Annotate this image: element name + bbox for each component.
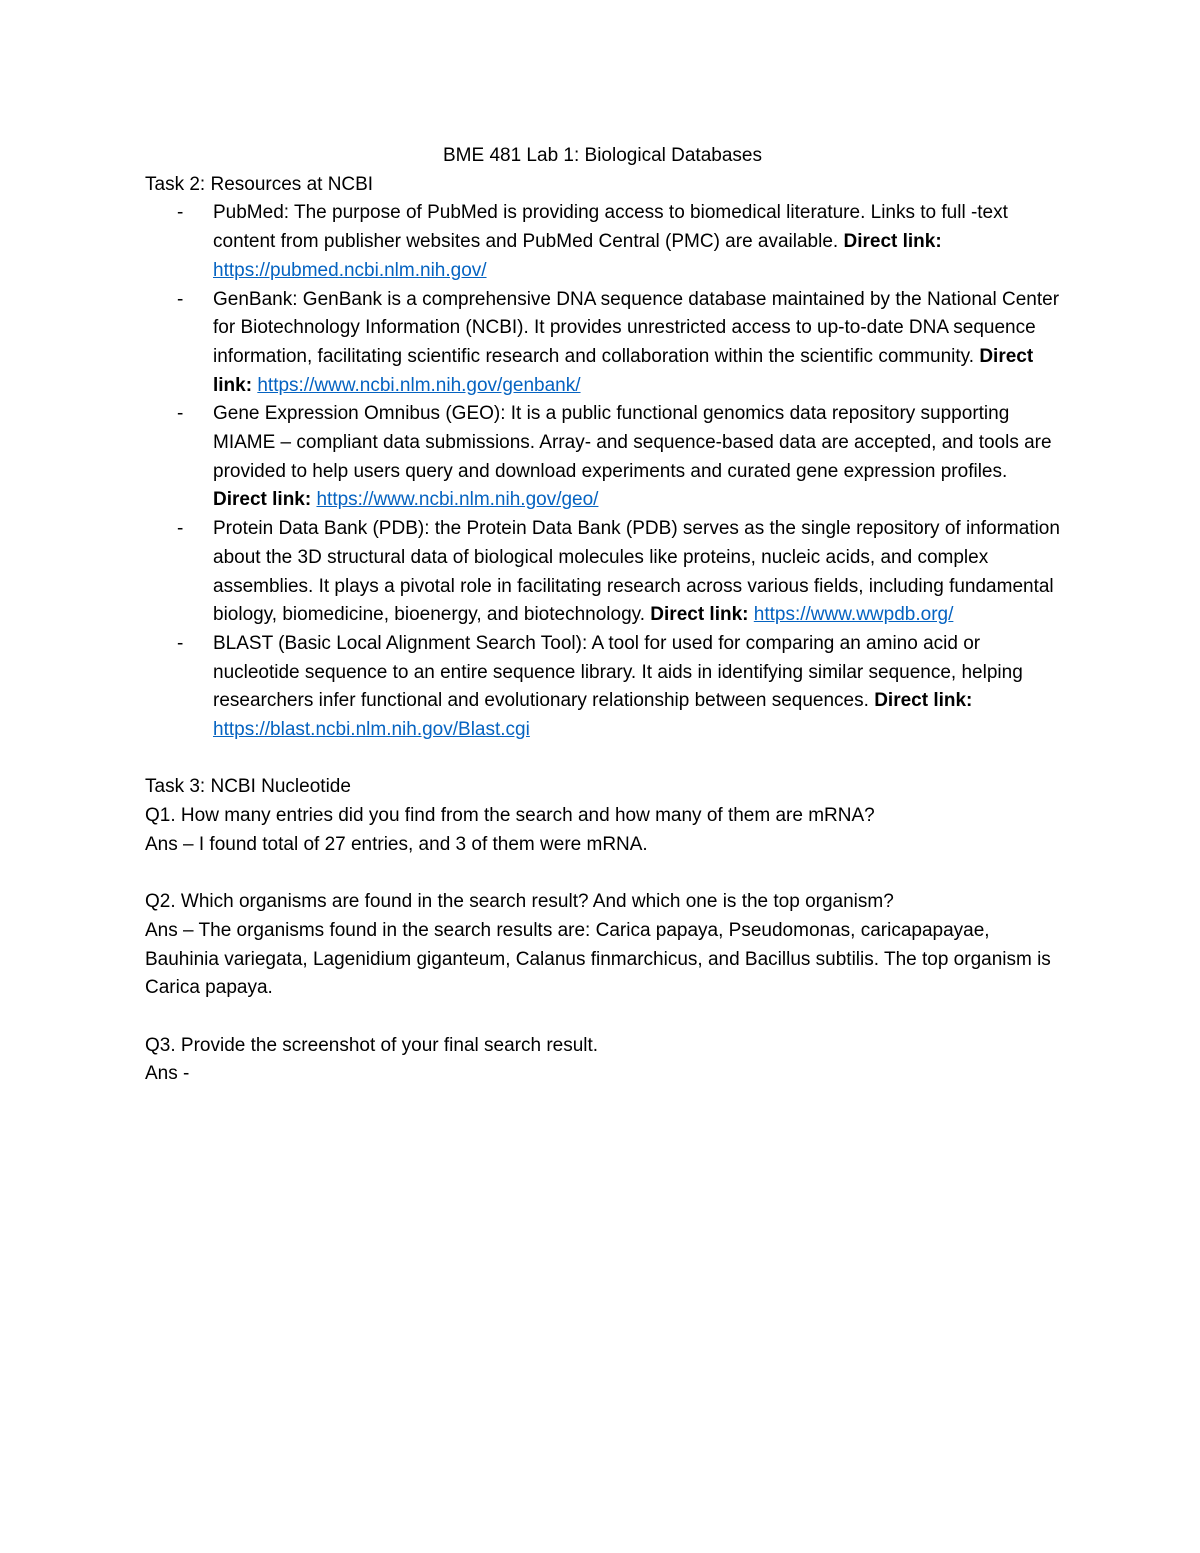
item-label: BLAST (Basic Local Alignment Search Tool): [213, 632, 582, 654]
resource-list: [145, 199, 1060, 744]
item-text: : GenBank is a comprehensive DNA sequence database maintained by the National Center for Biotechnology Information (NCBI). It provides unrestricted access to up-to-date DNA sequence information, facilitating scientific research and collaboration within the scientific community.: [213, 288, 1060, 367]
item-label: Gene Expression Omnibus (GEO): [213, 403, 501, 425]
blast-link[interactable]: https://blast.ncbi.nlm.nih.gov/Blast.cgi: [213, 719, 530, 741]
list-item: [145, 515, 1060, 630]
document-body: [145, 142, 1060, 1089]
pdb-link[interactable]: https://www.wwpdb.org/: [753, 604, 954, 626]
direct-link-label: Direct link:: [213, 489, 312, 511]
bullet-dash: -: [177, 403, 184, 425]
bullet-dash: -: [177, 518, 184, 540]
item-text: : A tool for used for comparing an amino acid or nucleotide sequence to an entire sequence library. It aids in identifying similar sequence, helping researchers infer functional and evolutionary relationship between sequences.: [213, 632, 1023, 712]
spacer: [145, 745, 1060, 774]
item-text: : It is a public functional genomics data repository supporting MIAME – compliant data submissions. Array- and sequence-based data are accepted, and tools are provided to help users query and download experiments and curated gene expression profiles.: [213, 403, 1052, 482]
list-item: [145, 286, 1060, 401]
question-2: Q2. Which organisms are found in the search result? And which one is the top organism?: [145, 891, 894, 913]
list-item: [145, 630, 1060, 745]
geo-link[interactable]: https://www.ncbi.nlm.nih.gov/geo/: [316, 489, 599, 511]
item-label: PubMed: [213, 202, 284, 224]
item-text: : The purpose of PubMed is providing access to biomedical literature. Links to full -text content from publisher websites and PubMed Central (PMC) are available.: [213, 202, 1008, 253]
task3-heading: Task 3: NCBI Nucleotide: [145, 776, 351, 798]
pubmed-link[interactable]: https://pubmed.ncbi.nlm.nih.gov/: [213, 259, 487, 281]
direct-link-label: Direct link:: [874, 690, 973, 712]
spacer: [145, 1003, 1060, 1032]
document-title: BME 481 Lab 1: Biological Databases: [443, 145, 762, 166]
item-label: GenBank: [213, 288, 293, 310]
question-3: Q3. Provide the screenshot of your final search result.: [145, 1034, 599, 1056]
answer-3: Ans -: [145, 1063, 190, 1085]
bullet-dash: -: [177, 632, 184, 654]
genbank-link[interactable]: https://www.ncbi.nlm.nih.gov/genbank/: [257, 374, 581, 396]
list-item: [145, 199, 1060, 285]
item-label: Protein Data Bank (PDB): [213, 518, 425, 540]
bullet-dash: -: [177, 202, 184, 224]
item-text: : the Protein Data Bank (PDB) serves as the single repository of information about the 3D structural data of biological molecules like proteins, nucleic acids, and complex assemblies. It plays a pivotal role in facilitating research across various fields, including fundamental biology, biomedicine, bioenergy, and biotechnology.: [213, 518, 1060, 626]
direct-link-label: Direct link:: [843, 231, 942, 253]
answer-2: Ans – The organisms found in the search results are: Carica papaya, Pseudomonas, caricapapayae, Bauhinia variegata, Lagenidium giganteum, Calanus finmarchicus, and Bacillus subtilis. The top organism is Carica papaya.: [145, 919, 1051, 999]
direct-link-label: Direct link:: [650, 604, 749, 626]
list-item: [145, 400, 1060, 515]
task2-heading: Task 2: Resources at NCBI: [145, 173, 374, 195]
direct-link-label: Direct link:: [213, 345, 1034, 396]
answer-1: Ans – I found total of 27 entries, and 3 of them were mRNA.: [145, 833, 648, 855]
bullet-dash: -: [177, 288, 184, 310]
spacer: [145, 860, 1060, 889]
question-1: Q1. How many entries did you find from the search and how many of them are mRNA?: [145, 805, 875, 827]
